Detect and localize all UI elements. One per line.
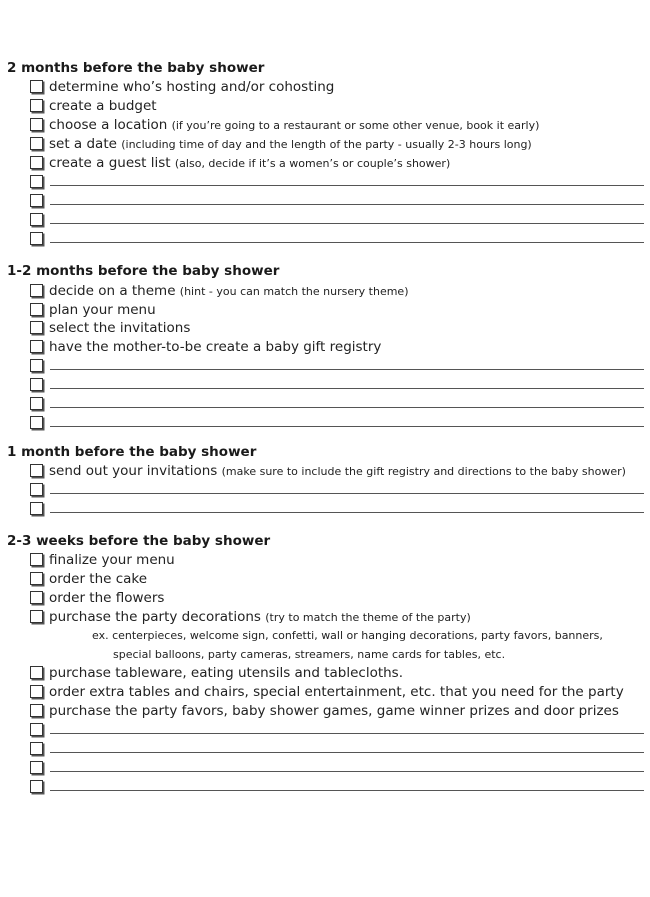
- item-label: plan your menu: [49, 302, 156, 318]
- checkbox[interactable]: [30, 502, 43, 515]
- item-label: select the invitations: [49, 320, 191, 336]
- checkbox[interactable]: [30, 704, 43, 717]
- item-label: order the cake: [49, 571, 148, 587]
- item-label: set a date: [49, 136, 117, 152]
- checkbox[interactable]: [30, 175, 43, 188]
- checklist-item[interactable]: [30, 97, 644, 116]
- checkbox[interactable]: [30, 761, 43, 774]
- blank-checklist-item[interactable]: [30, 481, 644, 500]
- write-in-line[interactable]: [50, 185, 644, 186]
- item-label: finalize your menu: [49, 552, 175, 568]
- item-label: send out your invitations: [49, 463, 218, 479]
- checklist-item[interactable]: [30, 116, 644, 135]
- item-label: choose a location: [49, 117, 168, 133]
- checkbox[interactable]: [30, 483, 43, 496]
- checkbox[interactable]: [30, 685, 43, 698]
- checkbox[interactable]: [30, 723, 43, 736]
- checklist-item[interactable]: [30, 282, 644, 301]
- section-heading: 1 month before the baby shower: [7, 444, 257, 460]
- checkbox[interactable]: [30, 464, 43, 477]
- checklist-item[interactable]: [30, 338, 644, 357]
- blank-checklist-item[interactable]: [30, 721, 644, 740]
- checklist-item[interactable]: [30, 319, 644, 338]
- checkbox[interactable]: [30, 591, 43, 604]
- write-in-line[interactable]: [50, 426, 644, 427]
- blank-checklist-item[interactable]: [30, 778, 644, 797]
- checkbox[interactable]: [30, 572, 43, 585]
- checklist-item[interactable]: [30, 664, 644, 683]
- checkbox[interactable]: [30, 99, 43, 112]
- checkbox[interactable]: [30, 321, 43, 334]
- checkbox[interactable]: [30, 553, 43, 566]
- checkbox[interactable]: [30, 666, 43, 679]
- blank-checklist-item[interactable]: [30, 211, 644, 230]
- checklist-item[interactable]: [30, 570, 644, 589]
- item-note: (also, decide if it’s a women’s or couple’s shower): [174, 157, 451, 170]
- write-in-line[interactable]: [50, 242, 644, 243]
- blank-checklist-item[interactable]: [30, 357, 644, 376]
- section-heading: 2 months before the baby shower: [7, 60, 265, 76]
- checkbox[interactable]: [30, 194, 43, 207]
- write-in-line[interactable]: [50, 369, 644, 370]
- checklist-item[interactable]: [30, 589, 644, 608]
- example-text: special balloons, party cameras, streamers, name cards for tables, etc.: [113, 648, 506, 661]
- checklist-item[interactable]: [30, 135, 644, 154]
- blank-checklist-item[interactable]: [30, 500, 644, 519]
- checkbox[interactable]: [30, 118, 43, 131]
- blank-checklist-item[interactable]: [30, 759, 644, 778]
- checkbox[interactable]: [30, 397, 43, 410]
- checklist-item[interactable]: [30, 551, 644, 570]
- checkbox[interactable]: [30, 742, 43, 755]
- write-in-line[interactable]: [50, 790, 644, 791]
- write-in-line[interactable]: [50, 204, 644, 205]
- write-in-line[interactable]: [50, 771, 644, 772]
- item-note: (if you’re going to a restaurant or some other venue, book it early): [171, 119, 540, 132]
- blank-checklist-item[interactable]: [30, 192, 644, 211]
- write-in-line[interactable]: [50, 752, 644, 753]
- checkbox[interactable]: [30, 137, 43, 150]
- item-note: (make sure to include the gift registry and directions to the baby shower): [221, 465, 626, 478]
- item-label: create a guest list: [49, 155, 171, 171]
- checkbox[interactable]: [30, 303, 43, 316]
- item-note: (hint - you can match the nursery theme): [179, 285, 409, 298]
- item-note: (try to match the theme of the party): [265, 611, 471, 624]
- item-label: have the mother-to-be create a baby gift registry: [49, 339, 382, 355]
- write-in-line[interactable]: [50, 388, 644, 389]
- write-in-line[interactable]: [50, 733, 644, 734]
- item-label: order extra tables and chairs, special entertainment, etc. that you need for the party: [49, 684, 624, 700]
- item-label: purchase the party favors, baby shower games, game winner prizes and door prizes: [49, 703, 619, 719]
- item-label: decide on a theme: [49, 283, 176, 299]
- section-heading: 2-3 weeks before the baby shower: [7, 533, 271, 549]
- checkbox[interactable]: [30, 610, 43, 623]
- checkbox[interactable]: [30, 340, 43, 353]
- checklist-item[interactable]: [30, 608, 644, 627]
- blank-checklist-item[interactable]: [30, 230, 644, 249]
- checkbox[interactable]: [30, 156, 43, 169]
- checkbox[interactable]: [30, 80, 43, 93]
- checklist-item[interactable]: [30, 683, 644, 702]
- item-label: purchase tableware, eating utensils and tablecloths.: [49, 665, 404, 681]
- checkbox[interactable]: [30, 780, 43, 793]
- write-in-line[interactable]: [50, 512, 644, 513]
- checklist-item[interactable]: [30, 462, 644, 481]
- write-in-line[interactable]: [50, 223, 644, 224]
- checkbox[interactable]: [30, 359, 43, 372]
- item-label: determine who’s hosting and/or cohosting: [49, 79, 335, 95]
- checklist-item[interactable]: [30, 301, 644, 320]
- example-text: ex. centerpieces, welcome sign, confetti, wall or hanging decorations, party favors, banners,: [92, 629, 603, 642]
- blank-checklist-item[interactable]: [30, 395, 644, 414]
- write-in-line[interactable]: [50, 407, 644, 408]
- item-label: order the flowers: [49, 590, 165, 606]
- blank-checklist-item[interactable]: [30, 173, 644, 192]
- checklist-item[interactable]: [30, 78, 644, 97]
- checkbox[interactable]: [30, 232, 43, 245]
- checkbox[interactable]: [30, 416, 43, 429]
- section-heading: 1-2 months before the baby shower: [7, 263, 280, 279]
- item-note: (including time of day and the length of the party - usually 2-3 hours long): [121, 138, 532, 151]
- item-label: purchase the party decorations: [49, 609, 261, 625]
- checklist-item[interactable]: [30, 154, 644, 173]
- blank-checklist-item[interactable]: [30, 740, 644, 759]
- checkbox[interactable]: [30, 378, 43, 391]
- blank-checklist-item[interactable]: [30, 414, 644, 433]
- checkbox[interactable]: [30, 213, 43, 226]
- item-label: create a budget: [49, 98, 157, 114]
- blank-checklist-item[interactable]: [30, 376, 644, 395]
- write-in-line[interactable]: [50, 493, 644, 494]
- checklist-item[interactable]: [30, 702, 644, 721]
- checkbox[interactable]: [30, 284, 43, 297]
